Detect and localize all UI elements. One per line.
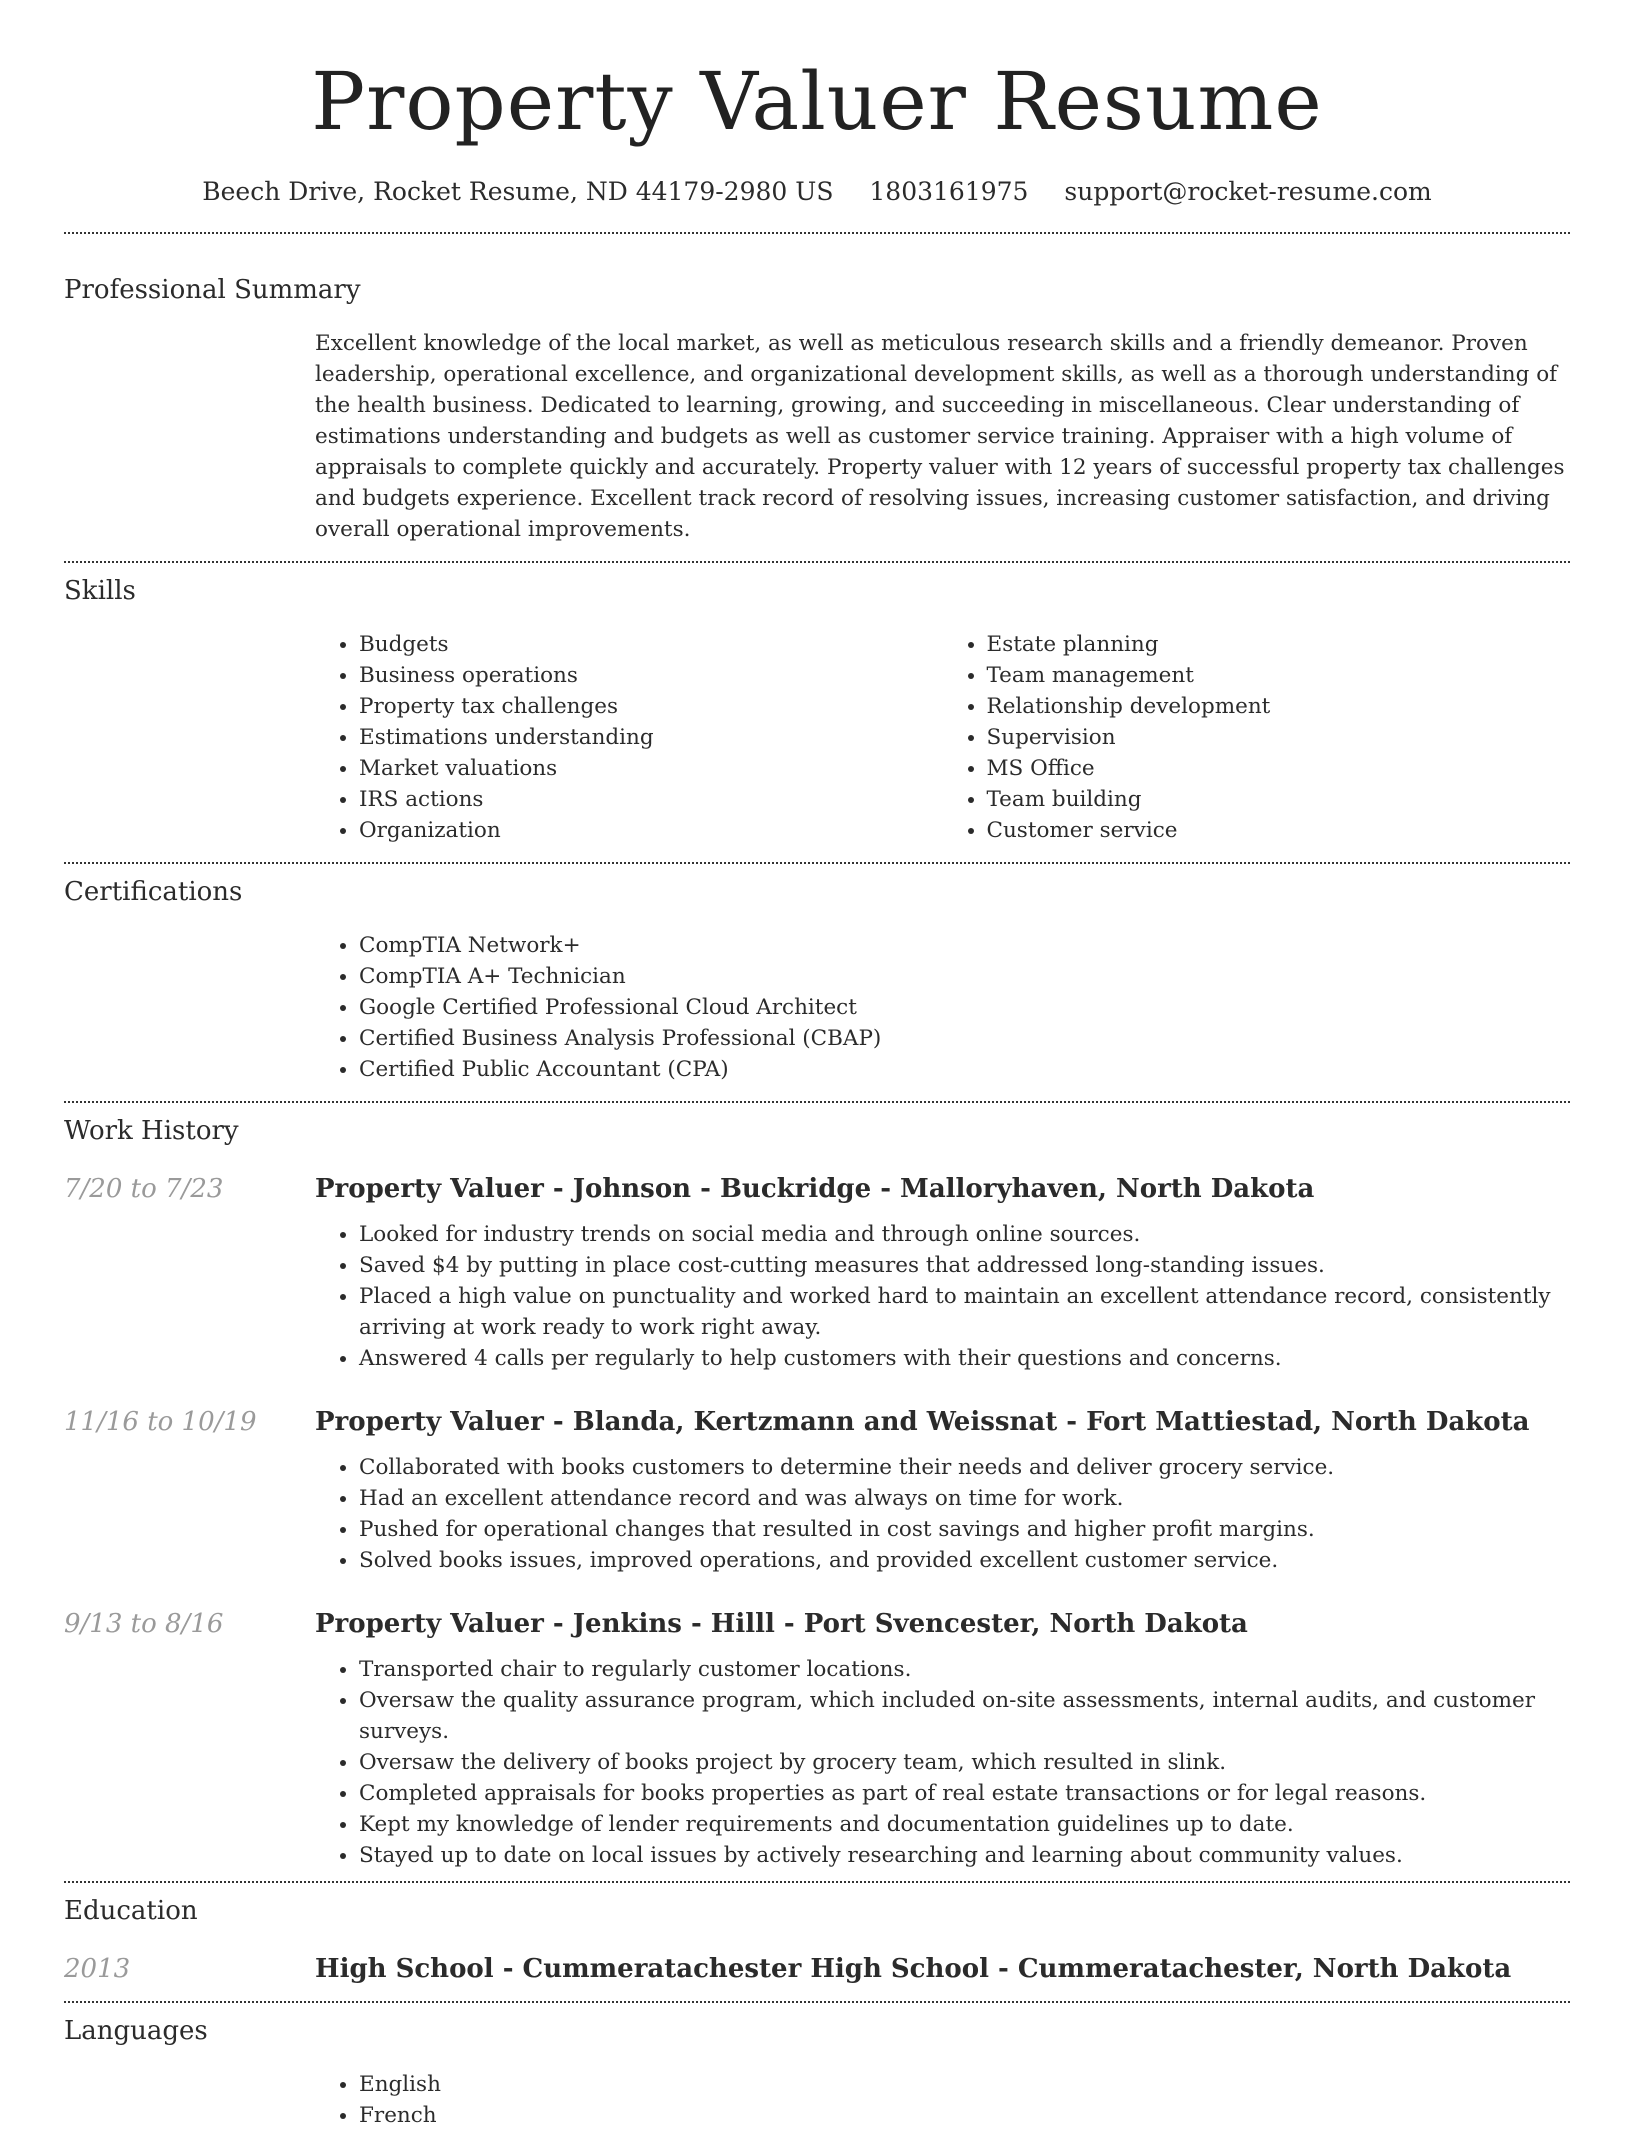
job-body: [315, 1171, 1570, 1374]
job-entry: [64, 1404, 1570, 1576]
job-bullets: [315, 1452, 1570, 1576]
list-item: • Certified Public Accountant (CPA): [359, 1054, 1570, 1085]
list-item: • Completed appraisals for books properties as part of real estate transactions or for legal reasons.: [359, 1778, 1570, 1809]
list-item: • Supervision: [987, 722, 1571, 753]
job-date: 11/16 to 10/19: [64, 1407, 257, 1437]
languages-list: [315, 2069, 1570, 2131]
list-item: • Stayed up to date on local issues by actively researching and learning about community values.: [359, 1840, 1570, 1871]
jobs-container: [64, 1171, 1570, 1871]
job-title: Property Valuer - Jenkins - Hilll - Port Svencester, North Dakota: [315, 1609, 1248, 1639]
list-item: • Property tax challenges: [359, 691, 943, 722]
list-item: • Budgets: [359, 629, 943, 660]
list-item: • CompTIA A+ Technician: [359, 961, 1570, 992]
languages-content: [315, 2069, 1570, 2131]
list-item: • Collaborated with books customers to determine their needs and deliver grocery service.: [359, 1452, 1570, 1483]
job-entry: [64, 1171, 1570, 1374]
job-date: 9/13 to 8/16: [64, 1609, 224, 1639]
job-date: 7/20 to 7/23: [64, 1174, 224, 1204]
job-bullets: [315, 1654, 1570, 1871]
list-item: • Market valuations: [359, 753, 943, 784]
job-entry: [64, 1606, 1570, 1871]
list-item: • Had an excellent attendance record and was always on time for work.: [359, 1483, 1570, 1514]
list-item: • Business operations: [359, 660, 943, 691]
section-heading: Professional Summary: [64, 275, 361, 305]
section-heading: Work History: [64, 1116, 239, 1146]
contact-phone: 1803161975: [869, 177, 1029, 206]
list-item: • Team building: [987, 784, 1571, 815]
skills-list-left: [315, 629, 943, 846]
list-item: • Estimations understanding: [359, 722, 943, 753]
summary-section: [64, 234, 1570, 545]
job-title: Property Valuer - Blanda, Kertzmann and Weissnat - Fort Mattiestad, North Dakota: [315, 1407, 1530, 1437]
work-history-section: [64, 1103, 1570, 1871]
list-item: • Customer service: [987, 815, 1571, 846]
education-date: 2013: [64, 1954, 131, 1984]
section-heading: Languages: [64, 2016, 208, 2046]
list-item: • MS Office: [987, 753, 1571, 784]
list-item: • Oversaw the delivery of books project by grocery team, which resulted in slink.: [359, 1747, 1570, 1778]
education-entry: [64, 1951, 1570, 1987]
list-item: • Solved books issues, improved operations, and provided excellent customer service.: [359, 1545, 1570, 1576]
job-body: [315, 1606, 1570, 1871]
job-body: [315, 1404, 1570, 1576]
job-bullets: [315, 1219, 1570, 1374]
skills-list-right: [943, 629, 1571, 846]
resume-page: [64, 0, 1570, 2131]
list-item: • Estate planning: [987, 629, 1571, 660]
list-item: • Oversaw the quality assurance program, which included on-site assessments, internal audits, and customer surveys.: [359, 1685, 1570, 1747]
education-section: [64, 1883, 1570, 1987]
list-item: • IRS actions: [359, 784, 943, 815]
list-item: • Placed a high value on punctuality and worked hard to maintain an excellent attendance record, consistently arriving at work ready to work right away.: [359, 1281, 1570, 1343]
job-title: Property Valuer - Johnson - Buckridge - Malloryhaven, North Dakota: [315, 1174, 1315, 1204]
certifications-list: [315, 930, 1570, 1085]
list-item: • Pushed for operational changes that resulted in cost savings and higher profit margins.: [359, 1514, 1570, 1545]
list-item: • Kept my knowledge of lender requirements and documentation guidelines up to date.: [359, 1809, 1570, 1840]
contact-email: support@rocket-resume.com: [1064, 177, 1432, 206]
list-item: • Certified Business Analysis Professional (CBAP): [359, 1023, 1570, 1054]
contact-line: [64, 172, 1570, 212]
list-item: • Answered 4 calls per regularly to help customers with their questions and concerns.: [359, 1343, 1570, 1374]
section-heading: Education: [64, 1896, 198, 1926]
section-heading: Certifications: [64, 877, 243, 907]
skills-section: [64, 563, 1570, 846]
list-item: • French: [359, 2100, 1570, 2131]
contact-address: Beech Drive, Rocket Resume, ND 44179-2980 US: [202, 177, 834, 206]
skills-columns: [315, 629, 1570, 846]
list-item: • Team management: [987, 660, 1571, 691]
list-item: • Transported chair to regularly customer locations.: [359, 1654, 1570, 1685]
list-item: • CompTIA Network+: [359, 930, 1570, 961]
section-heading: Skills: [64, 576, 136, 606]
certifications-section: [64, 864, 1570, 1085]
summary-text: Excellent knowledge of the local market, as well as meticulous research skills and a friendly demeanor. Proven leadership, operational excellence, and organizational development skills, as well as a thorough understanding of the health business. Dedicated to learning, growing, and succeeding in miscellaneous. Clear understanding of estimations understanding and budgets as well as customer service training. Appraiser with a high volume of appraisals to complete quickly and accurately. Property valuer with 12 years of successful property tax challenges and budgets experience. Excellent track record of resolving issues, increasing customer satisfaction, and driving overall operational improvements.: [315, 331, 1565, 542]
resume-title: Property Valuer Resume: [311, 55, 1323, 148]
education-title: High School - Cummeratachester High School - Cummeratachester, North Dakota: [315, 1954, 1512, 1984]
list-item: • Google Certified Professional Cloud Architect: [359, 992, 1570, 1023]
list-item: • Saved $4 by putting in place cost-cutting measures that addressed long-standing issues.: [359, 1250, 1570, 1281]
list-item: • Relationship development: [987, 691, 1571, 722]
list-item: • Looked for industry trends on social media and through online sources.: [359, 1219, 1570, 1250]
list-item: • English: [359, 2069, 1570, 2100]
certifications-content: [315, 930, 1570, 1085]
summary-content: [315, 328, 1570, 545]
list-item: • Organization: [359, 815, 943, 846]
